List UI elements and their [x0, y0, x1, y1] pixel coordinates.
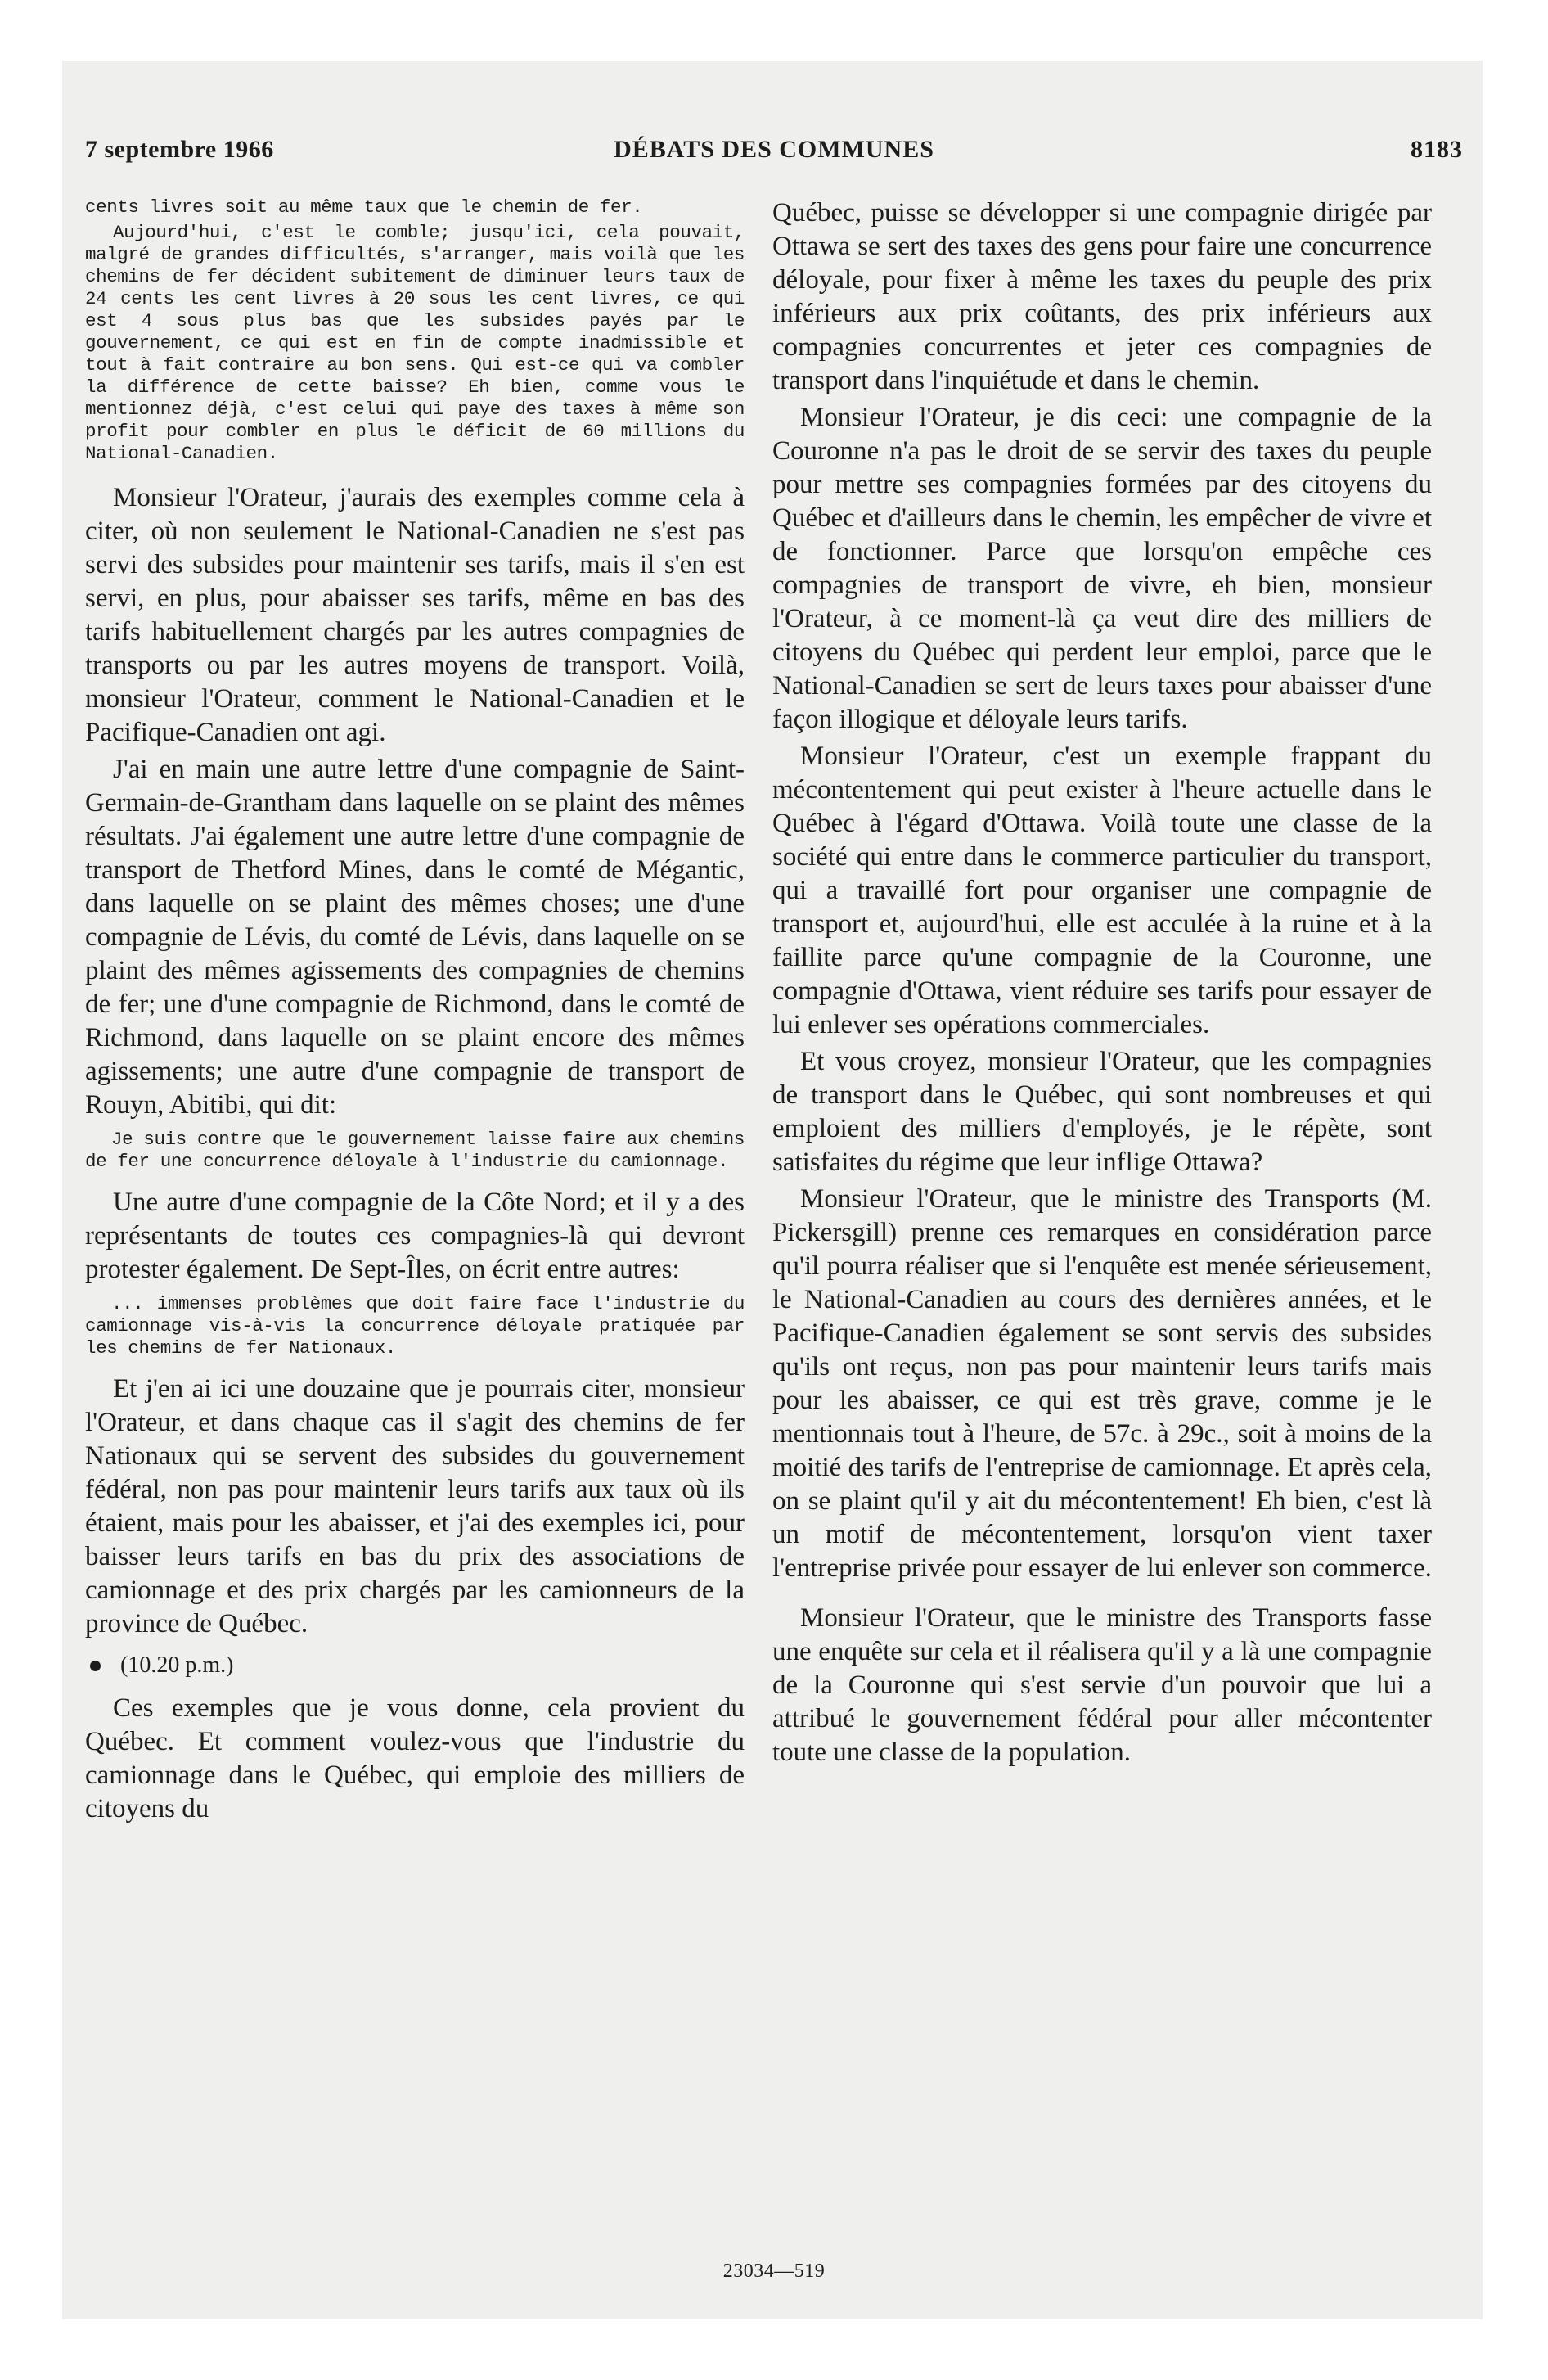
paragraph: Une autre d'une compagnie de la Côte Nord; et il y a des représentants de toutes ces compagnies-là qui devront protester également. De Sept-Îles, on écrit entre autres:	[85, 1188, 745, 1284]
paragraph: Québec, puisse se développer si une compagnie dirigée par Ottawa se sert des taxes des gens pour faire une concurrence déloyale, pour fixer à même les taxes du peuple des prix inférieurs aux prix coûtants, des prix inférieurs aux compagnies concurrentes et jeter ces compagnies de transport dans l'inquiétude et dans le chemin.	[772, 198, 1432, 395]
paragraph: Et vous croyez, monsieur l'Orateur, que les compagnies de transport dans le Québec, qui sont nombreuses et qui emploient des milliers d'employés, je le répète, sont satisfaites du régime que leur inflige Ottawa?	[772, 1047, 1432, 1177]
header-page-number: 8183	[1411, 136, 1463, 163]
bullet-icon	[90, 1661, 101, 1671]
paragraph: Monsieur l'Orateur, c'est un exemple frappant du mécontentement qui peut exister à l'heure actuelle dans le Québec à l'égard d'Ottawa. Voilà toute une classe de la société qui entre dans le commerce particulier du transport, qui a travaillé fort pour organiser une compagnie de transport et, aujourd'hui, elle est acculée à la ruine et à la faillite parce qu'une compagnie de la Couronne, une compagnie d'Ottawa, vient réduire ses tarifs pour essayer de lui enlever ses opérations commerciales.	[772, 741, 1432, 1039]
paragraph: Et j'en ai ici une douzaine que je pourrais citer, monsieur l'Orateur, et dans chaque cas il s'agit des chemins de fer Nationaux qui se servent des subsides du gouvernement fédéral, non pas pour maintenir leurs tarifs aux taux où ils étaient, mais pour les abaisser, et j'ai des exemples ici, pour baisser leurs tarifs en bas du prix des associations de camionnage et des prix chargés par les camionneurs de la province de Québec.	[85, 1374, 745, 1639]
paragraph: cents livres soit au même taux que le chemin de fer.	[85, 196, 643, 218]
paragraph: Monsieur l'Orateur, je dis ceci: une compagnie de la Couronne n'a pas le droit de se servir des taxes du peuple pour mettre ses compagnies formées par des citoyens du Québec et d'ailleurs dans le chemin, les empêcher de vivre et de fonctionner. Parce que lorsqu'on empêche ces compagnies de transport de vivre, eh bien, monsieur l'Orateur, à ce moment-là ça veut dire des milliers de citoyens du Québec qui perdent leur emploi, parce que le National-Canadien se sert de leurs taxes pour abaisser d'une façon illogique et déloyale leurs tarifs.	[772, 403, 1432, 734]
page-footer: 23034—519	[722, 2261, 826, 2282]
block-quote: ... immenses problèmes que doit faire face l'industrie du camionnage vis-à-vis la concurrence déloyale pratiquée par les chemins de fer Nationaux.	[85, 1293, 745, 1359]
paragraph: Monsieur l'Orateur, que le ministre des Transports fasse une enquête sur cela et il réalisera qu'il y a là une compagnie de la Couronne qui s'est servie d'un pouvoir que lui a attribué le gouvernement fédéral pour aller mécontenter toute une classe de la population.	[772, 1603, 1432, 1767]
page-header	[85, 136, 1463, 172]
paragraph: Aujourd'hui, c'est le comble; jusqu'ici, cela pouvait, malgré de grandes difficultés, s'arranger, mais voilà que les chemins de fer décident subitement de diminuer leurs taux de 24 cents les cent livres à 20 sous les cent livres, ce qui est 4 sous plus bas que les subsides payés par le gouvernement, ce qui est en fin de compte inadmissible et tout à fait contraire au bon sens. Qui est-ce qui va combler la différence de cette baisse? Eh bien, comme vous le mentionnez déjà, c'est celui qui paye des taxes à même son profit pour combler en plus le déficit de 60 millions du National-Canadien.	[85, 222, 745, 464]
timestamp: (10.20 p.m.)	[120, 1652, 234, 1678]
paragraph: Monsieur l'Orateur, j'aurais des exemples comme cela à citer, où non seulement le National-Canadien ne s'est pas servi des subsides pour maintenir ses tarifs, mais il s'en est servi, en plus, pour abaisser ses tarifs, même en bas des tarifs habituellement chargés par les autres compagnies de transports ou par les autres moyens de transport. Voilà, monsieur l'Orateur, comment le National-Canadien et le Pacifique-Canadien ont agi.	[85, 483, 745, 747]
timestamp-line	[85, 1649, 745, 1682]
paragraph: J'ai en main une autre lettre d'une compagnie de Saint-Germain-de-Grantham dans laquelle on se plaint des mêmes résultats. J'ai également une autre lettre d'une compagnie de transport de Thetford Mines, dans le comté de Mégantic, dans laquelle on se plaint des mêmes choses; une d'une compagnie de Lévis, du comté de Lévis, dans laquelle on se plaint des mêmes agissements des compagnies de chemins de fer; une d'une compagnie de Richmond, dans le comté de Richmond, dans laquelle on se plaint encore des mêmes agissements; une autre d'une compagnie de transport de Rouyn, Abitibi, qui dit:	[85, 755, 745, 1120]
paragraph: Monsieur l'Orateur, que le ministre des Transports (M. Pickersgill) prenne ces remarques en considération parce qu'il pourra réaliser que si l'enquête est menée sérieusement, le National-Canadien au cours des dernières années, et le Pacifique-Canadien également se sont servis des subsides qu'ils ont reçus, non pas pour maintenir leurs tarifs mais pour les abaisser, ce qui est très grave, comme je le mentionnais tout à l'heure, de 57c. à 29c., soit à moins de la moitié des tarifs de l'entreprise de camionnage. Et après cela, on se plaint qu'il y ait du mécontentement! Eh bien, c'est là un motif de mécontentement, lorsqu'on vient taxer l'entreprise privée pour essayer de lui enlever son commerce.	[772, 1184, 1432, 1583]
header-date: 7 septembre 1966	[85, 136, 274, 163]
paragraph: Ces exemples que je vous donne, cela provient du Québec. Et comment voulez-vous que l'industrie du camionnage dans le Québec, qui emploie des milliers de citoyens du	[85, 1693, 745, 1823]
left-column	[85, 196, 745, 1829]
right-column	[772, 196, 1432, 1773]
header-title: DÉBATS DES COMMUNES	[614, 136, 934, 163]
block-quote: Je suis contre que le gouvernement laisse faire aux chemins de fer une concurrence déloyale à l'industrie du camionnage.	[85, 1129, 745, 1172]
